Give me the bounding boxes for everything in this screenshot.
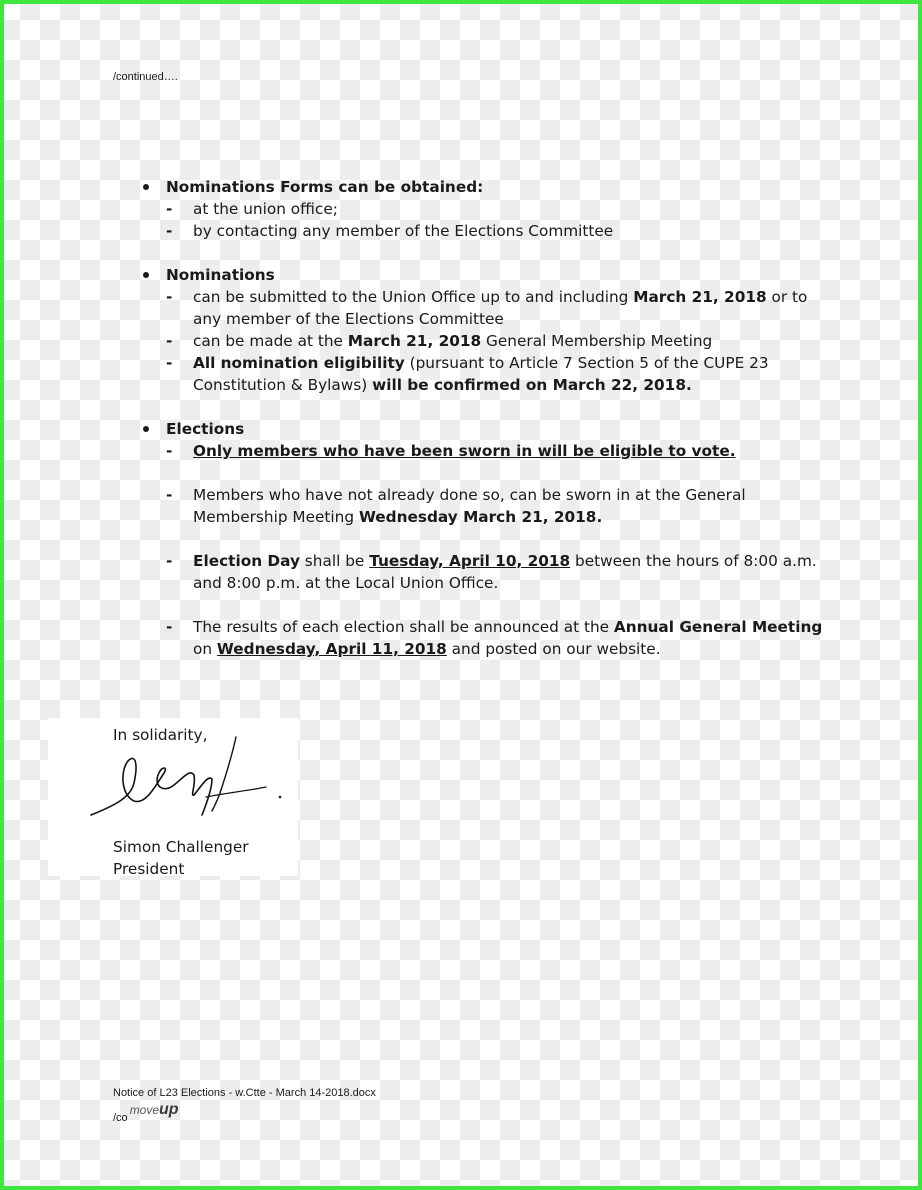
forms-heading: Nominations Forms can be obtained: [166,178,484,196]
section-nominations [140,264,830,396]
footer-filename: Notice of L23 Elections - w.Ctte - March 14-2018.docx [113,1087,376,1099]
elections-heading: Elections [166,420,245,438]
list-item: - The results of each election shall be announced at the Annual General Meeting on Wednesday, April 11, 2018 and posted on our website. [166,618,823,658]
list-item: - by contacting any member of the Elections Committee [166,222,614,240]
list-item: - can be submitted to the Union Office up to and including March 21, 2018 or to any member of the Elections Committee [166,288,808,328]
list-item: - can be made at the March 21, 2018 General Membership Meeting [166,332,713,350]
closing-salutation: In solidarity, [113,726,208,744]
list-item: - at the union office; [166,200,338,218]
continued-label: /continued…. [113,71,178,83]
list-item: - Only members who have been sworn in will be eligible to vote. [166,442,736,460]
signer-name: Simon Challenger [113,838,249,856]
list-item: - Members who have not already done so, can be sworn in at the General Membership Meeting Wednesday March 21, 2018. [166,486,746,526]
nominations-heading: Nominations [166,266,275,284]
list-item: - Election Day shall be Tuesday, April 10, 2018 between the hours of 8:00 a.m. and 8:00 p.m. at the Local Union Office. [166,552,817,592]
signer-title: President [113,860,185,878]
signature-image [86,735,286,820]
elections-list [166,440,830,660]
section-elections [140,418,830,660]
nominations-list [166,286,830,396]
footer-initials-text: /co [113,1112,128,1124]
forms-list [166,198,830,242]
document-body [140,176,830,660]
signer-block [113,836,249,880]
moveup-logo: moveup [129,1101,179,1118]
section-forms [140,176,830,242]
footer-initials [113,1101,179,1124]
list-item: - All nomination eligibility (pursuant to Article 7 Section 5 of the CUPE 23 Constitution & Bylaws) will be confirmed on March 22, 2018. [166,354,769,394]
